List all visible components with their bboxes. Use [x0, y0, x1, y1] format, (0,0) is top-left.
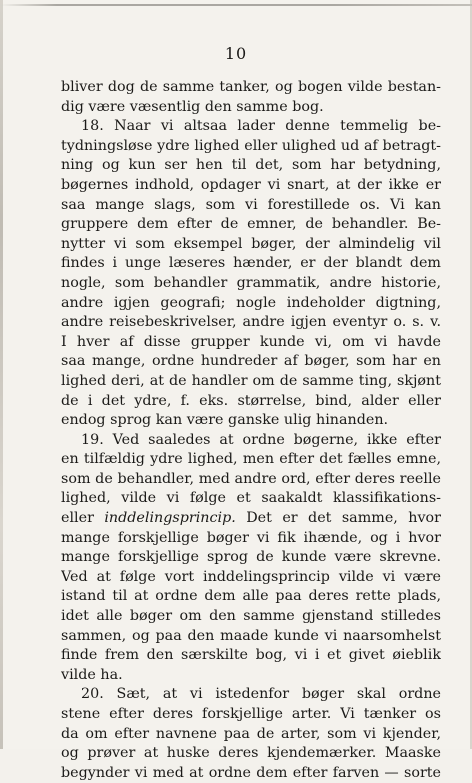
text-line: endog sprog kan være ganske ulig hinanden. [61, 412, 389, 429]
text-line: bøgernes indhold, opdager vi snart, at der ikke er [61, 176, 441, 193]
text-line: mange forskjellige sprog de kunde være skrevne. [61, 549, 441, 566]
text-line: stene efter deres forskjellige arter. Vi tænker os [61, 706, 441, 722]
text-line: vilde ha. [61, 666, 123, 683]
text-line: idet alle bøger om den samme gjenstand stilledes [61, 608, 441, 625]
text-line: dig være væsentlig den samme bog. [61, 98, 324, 115]
text-line: de i det ydre, f. eks. størrelse, bind, alder eller [61, 392, 441, 409]
text-line: en tilfældig ydre lighed, men efter det fælles emne, [61, 451, 441, 468]
page-number: 10 [224, 44, 248, 63]
body-text [61, 78, 441, 783]
text-line: finde frem den særskilte bog, vi i et givet øieblik [61, 647, 441, 664]
text-line: Ved at følge vort inddelingsprincip vilde vi være [61, 568, 441, 585]
text-line: tydningsløse ydre lighed eller ulighed ud af betragt- [61, 137, 441, 154]
text-line: gruppere dem efter de emner, de behandler. Be- [61, 216, 441, 233]
text-line: nytter vi som eksempel bøger, der almindelig vil [61, 235, 441, 252]
text-line: lighed, vilde vi følge et saakaldt klassifikations- [61, 490, 441, 507]
text-line: findes i unge læseres hænder, er der blandt dem [61, 255, 441, 272]
text-line: nogle, som behandler grammatik, andre historie, [61, 274, 441, 291]
text-line: sammen, og paa den maade kunde vi naarsomhelst [61, 627, 441, 644]
text-line: 19. Ved saaledes at ordne bøgerne, ikke efter [81, 431, 441, 448]
text-line: saa mange slags, som vi forestillede os. Vi kan [61, 196, 441, 213]
text-line: istand til at ordne dem alle paa deres rette plads, [61, 588, 441, 605]
text-line: andre reisebeskrivelser, andre igjen eventyr o. s. v. [61, 314, 441, 331]
text-line: ning og kun ser hen til det, som har betydning, [61, 157, 441, 174]
text-line: begynder vi med at ordne dem efter farven — sorte [61, 764, 441, 781]
text-line: 20. Sæt, at vi istedenfor bøger skal ordne [81, 686, 441, 703]
text-line: I hver af disse grupper kunde vi, om vi havde [61, 333, 441, 350]
text-line: mange forskjellige bøger vi fik ihænde, og i hvor [61, 529, 441, 546]
text-line: som de behandler, med andre ord, efter deres reelle [61, 470, 441, 487]
text-line: lighed deri, at de handler om de samme ting, skjønt [61, 372, 441, 389]
text-line: bliver dog de samme tanker, og bogen vilde bestan- [61, 79, 441, 95]
italic-term: inddelingsprincip. [104, 510, 236, 527]
text-line: eller inddelingsprincip. Det er det samme, hvor [61, 510, 441, 527]
text-line: andre igjen geografi; nogle indeholder digtning, [61, 294, 441, 311]
text-line: saa mange, ordne hundreder af bøger, som har en [61, 353, 441, 370]
text-line: 18. Naar vi altsaa lader denne temmelig be- [81, 118, 441, 135]
text-line: da om efter navnene paa de arter, som vi kjender, [61, 725, 441, 742]
top-edge-rule [0, 4, 472, 6]
text-line: og prøver at huske deres kjendemærker. Maaske [61, 745, 441, 762]
left-page-edge [0, 0, 3, 749]
